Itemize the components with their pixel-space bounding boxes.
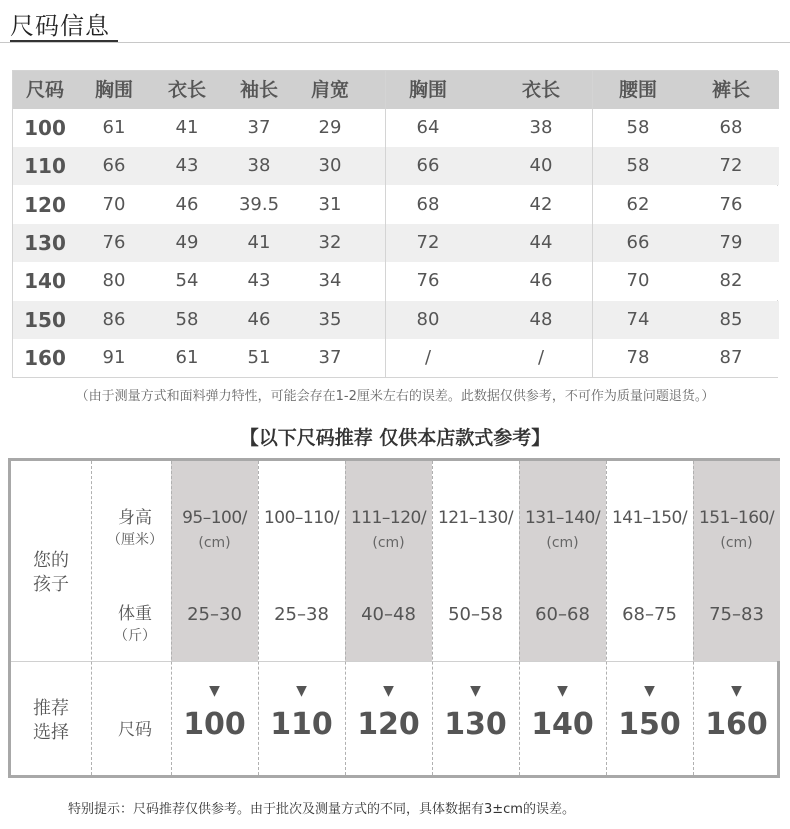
table-cell: 38 — [529, 117, 553, 138]
table-cell: 72 — [416, 231, 440, 253]
recommended-size-cell — [345, 661, 432, 775]
recommended-size-cell — [258, 661, 345, 775]
table-cell: 51 — [247, 346, 271, 368]
table-cell: 79 — [719, 231, 743, 253]
recommended-size: 160 — [705, 707, 768, 742]
table-cell: 29 — [318, 117, 342, 138]
column-separator — [693, 461, 694, 775]
size-cell: 140 — [24, 269, 66, 294]
weight-range: 75–83 — [709, 604, 764, 625]
height-unit-cm: (cm) — [198, 535, 231, 551]
table-cell: 31 — [318, 193, 342, 215]
table-row — [13, 109, 779, 147]
table-header-cell: 裤长 — [711, 79, 750, 101]
table-group-separator — [385, 71, 386, 377]
table-cell: 70 — [102, 193, 126, 215]
table-cell: 43 — [175, 155, 199, 177]
height-unit: （厘米） — [107, 532, 163, 548]
recommended-size: 110 — [270, 707, 333, 742]
weight-range: 50–58 — [448, 604, 503, 625]
height-range: 95–100/ — [182, 508, 247, 528]
table-cell: 76 — [416, 270, 440, 292]
recommended-size-cell — [432, 661, 519, 775]
height-unit-cm: (cm) — [720, 535, 753, 551]
footer-note: 特别提示：尺码推荐仅供参考。由于批次及测量方式的不同，具体数据有3±cm的误差。 — [68, 802, 575, 817]
table-cell: 30 — [318, 155, 342, 177]
height-range: 131–140/ — [524, 508, 601, 528]
table-cell: 70 — [626, 270, 650, 292]
recommended-size: 150 — [618, 707, 681, 742]
table-cell: 91 — [102, 346, 126, 368]
recommended-size: 140 — [531, 707, 594, 742]
table-cell: 62 — [626, 193, 650, 215]
table-cell: 87 — [719, 346, 743, 368]
table-row — [13, 301, 779, 339]
table-header-cell: 胸围 — [408, 79, 447, 101]
recommend-title: 【以下尺码推荐 仅供本店款式参考】 — [239, 427, 551, 449]
table-cell: 46 — [529, 270, 553, 292]
column-separator — [91, 461, 92, 775]
table-row — [13, 339, 779, 377]
down-arrow-icon: ▼ — [731, 683, 742, 699]
height-range: 151–160/ — [698, 508, 775, 528]
table-cell: 46 — [247, 308, 271, 330]
table-header-cell: 衣长 — [521, 79, 560, 101]
table-cell: 39.5 — [238, 193, 280, 215]
down-arrow-icon: ▼ — [470, 683, 481, 699]
size-column — [693, 461, 780, 661]
recommended-size: 120 — [357, 707, 420, 742]
table-cell: 48 — [529, 308, 553, 330]
height-label — [95, 507, 175, 551]
weight-range: 60–68 — [535, 604, 590, 625]
table-row — [13, 224, 779, 262]
column-separator — [345, 461, 346, 775]
table-cell: 86 — [102, 308, 126, 330]
table-cell: / — [424, 346, 432, 368]
table-cell: 74 — [626, 308, 650, 330]
table-header-cell: 肩宽 — [310, 79, 349, 101]
table-cell: 58 — [626, 155, 650, 177]
down-arrow-icon: ▼ — [557, 683, 568, 699]
down-arrow-icon: ▼ — [644, 683, 655, 699]
size-cell: 150 — [24, 307, 66, 332]
table-cell: 40 — [529, 155, 553, 177]
table-cell: / — [537, 346, 545, 368]
down-arrow-icon: ▼ — [296, 683, 307, 699]
weight-range: 40–48 — [361, 604, 416, 625]
child-label-line-2: 孩子 — [33, 574, 69, 595]
recommend-label — [11, 697, 91, 745]
weight-label-text: 体重 — [118, 604, 152, 624]
column-separator — [432, 461, 433, 775]
table-cell: 43 — [247, 270, 271, 292]
size-cell: 130 — [24, 230, 66, 255]
height-range: 141–150/ — [611, 508, 688, 528]
table-cell: 58 — [175, 308, 199, 330]
table-cell: 42 — [529, 193, 553, 215]
table-cell: 38 — [247, 155, 271, 177]
size-cell: 120 — [24, 192, 66, 217]
table-row — [13, 186, 779, 224]
header-divider — [0, 42, 790, 43]
table-group-separator — [592, 71, 593, 377]
table-header-cell: 尺码 — [25, 79, 64, 101]
recommended-size-cell — [519, 661, 606, 775]
size-table — [12, 70, 778, 378]
column-separator — [171, 461, 172, 775]
size-label: 尺码 — [118, 720, 152, 740]
table-cell: 41 — [247, 231, 271, 253]
column-separator — [258, 461, 259, 775]
height-range: 100–110/ — [263, 508, 340, 528]
table-row — [13, 147, 779, 185]
child-label-line-1: 您的 — [33, 550, 69, 571]
table-header-cell: 衣长 — [167, 79, 206, 101]
table-header-cell: 腰围 — [618, 79, 657, 101]
measurement-note: （由于测量方式和面料弹力特性，可能会存在1-2厘米左右的误差。此数据仅供参考，不可作为质量问题退货。） — [75, 389, 715, 404]
recommended-size: 130 — [444, 707, 507, 742]
recommended-size: 100 — [183, 707, 246, 742]
recommend-box — [8, 458, 780, 778]
table-cell: 34 — [318, 270, 342, 292]
size-column — [432, 461, 519, 661]
table-header-cell: 胸围 — [94, 79, 133, 101]
height-unit-cm: (cm) — [372, 535, 405, 551]
table-header-row — [13, 71, 779, 109]
column-separator — [606, 461, 607, 775]
weight-label — [95, 603, 175, 647]
table-cell: 66 — [102, 155, 126, 177]
recommended-size-cell — [171, 661, 258, 775]
page-title: 尺码信息 — [10, 12, 110, 40]
recommended-size-cell — [693, 661, 780, 775]
table-cell: 64 — [416, 117, 440, 138]
table-cell: 80 — [102, 270, 126, 292]
table-cell: 37 — [318, 346, 342, 368]
table-header-cell: 袖长 — [239, 79, 278, 101]
table-cell: 61 — [175, 346, 199, 368]
table-row — [13, 262, 779, 300]
height-label-text: 身高 — [118, 508, 152, 528]
size-cell: 160 — [24, 345, 66, 370]
table-cell: 82 — [719, 270, 743, 292]
recommended-size-cell — [606, 661, 693, 775]
size-column — [606, 461, 693, 661]
table-cell: 78 — [626, 346, 650, 368]
height-unit-cm: (cm) — [546, 535, 579, 551]
size-cell: 100 — [24, 116, 66, 140]
weight-unit: （斤） — [114, 628, 156, 644]
table-cell: 49 — [175, 231, 199, 253]
table-cell: 80 — [416, 308, 440, 330]
table-cell: 66 — [626, 231, 650, 253]
table-cell: 58 — [626, 117, 650, 138]
table-cell: 66 — [416, 155, 440, 177]
table-cell: 32 — [318, 231, 342, 253]
size-column — [258, 461, 345, 661]
table-cell: 76 — [102, 231, 126, 253]
recommend-label-line-2: 选择 — [33, 722, 69, 743]
table-cell: 61 — [102, 117, 126, 138]
size-cell: 110 — [24, 154, 66, 179]
weight-range: 25–30 — [187, 604, 242, 625]
size-column — [519, 461, 606, 661]
table-cell: 44 — [529, 231, 553, 253]
down-arrow-icon: ▼ — [383, 683, 394, 699]
table-cell: 76 — [719, 193, 743, 215]
child-label — [11, 549, 91, 597]
table-cell: 46 — [175, 193, 199, 215]
size-column — [345, 461, 432, 661]
height-range: 111–120/ — [350, 508, 427, 528]
table-cell: 72 — [719, 155, 743, 177]
table-cell: 68 — [719, 117, 743, 138]
table-cell: 35 — [318, 308, 342, 330]
weight-range: 25–38 — [274, 604, 329, 625]
table-cell: 41 — [175, 117, 199, 138]
weight-range: 68–75 — [622, 604, 677, 625]
column-separator — [519, 461, 520, 775]
height-range: 121–130/ — [437, 508, 514, 528]
recommend-label-line-1: 推荐 — [33, 698, 69, 719]
down-arrow-icon: ▼ — [209, 683, 220, 699]
table-cell: 85 — [719, 308, 743, 330]
table-cell: 54 — [175, 270, 199, 292]
table-cell: 68 — [416, 193, 440, 215]
size-column — [171, 461, 258, 661]
table-cell: 37 — [247, 117, 271, 138]
